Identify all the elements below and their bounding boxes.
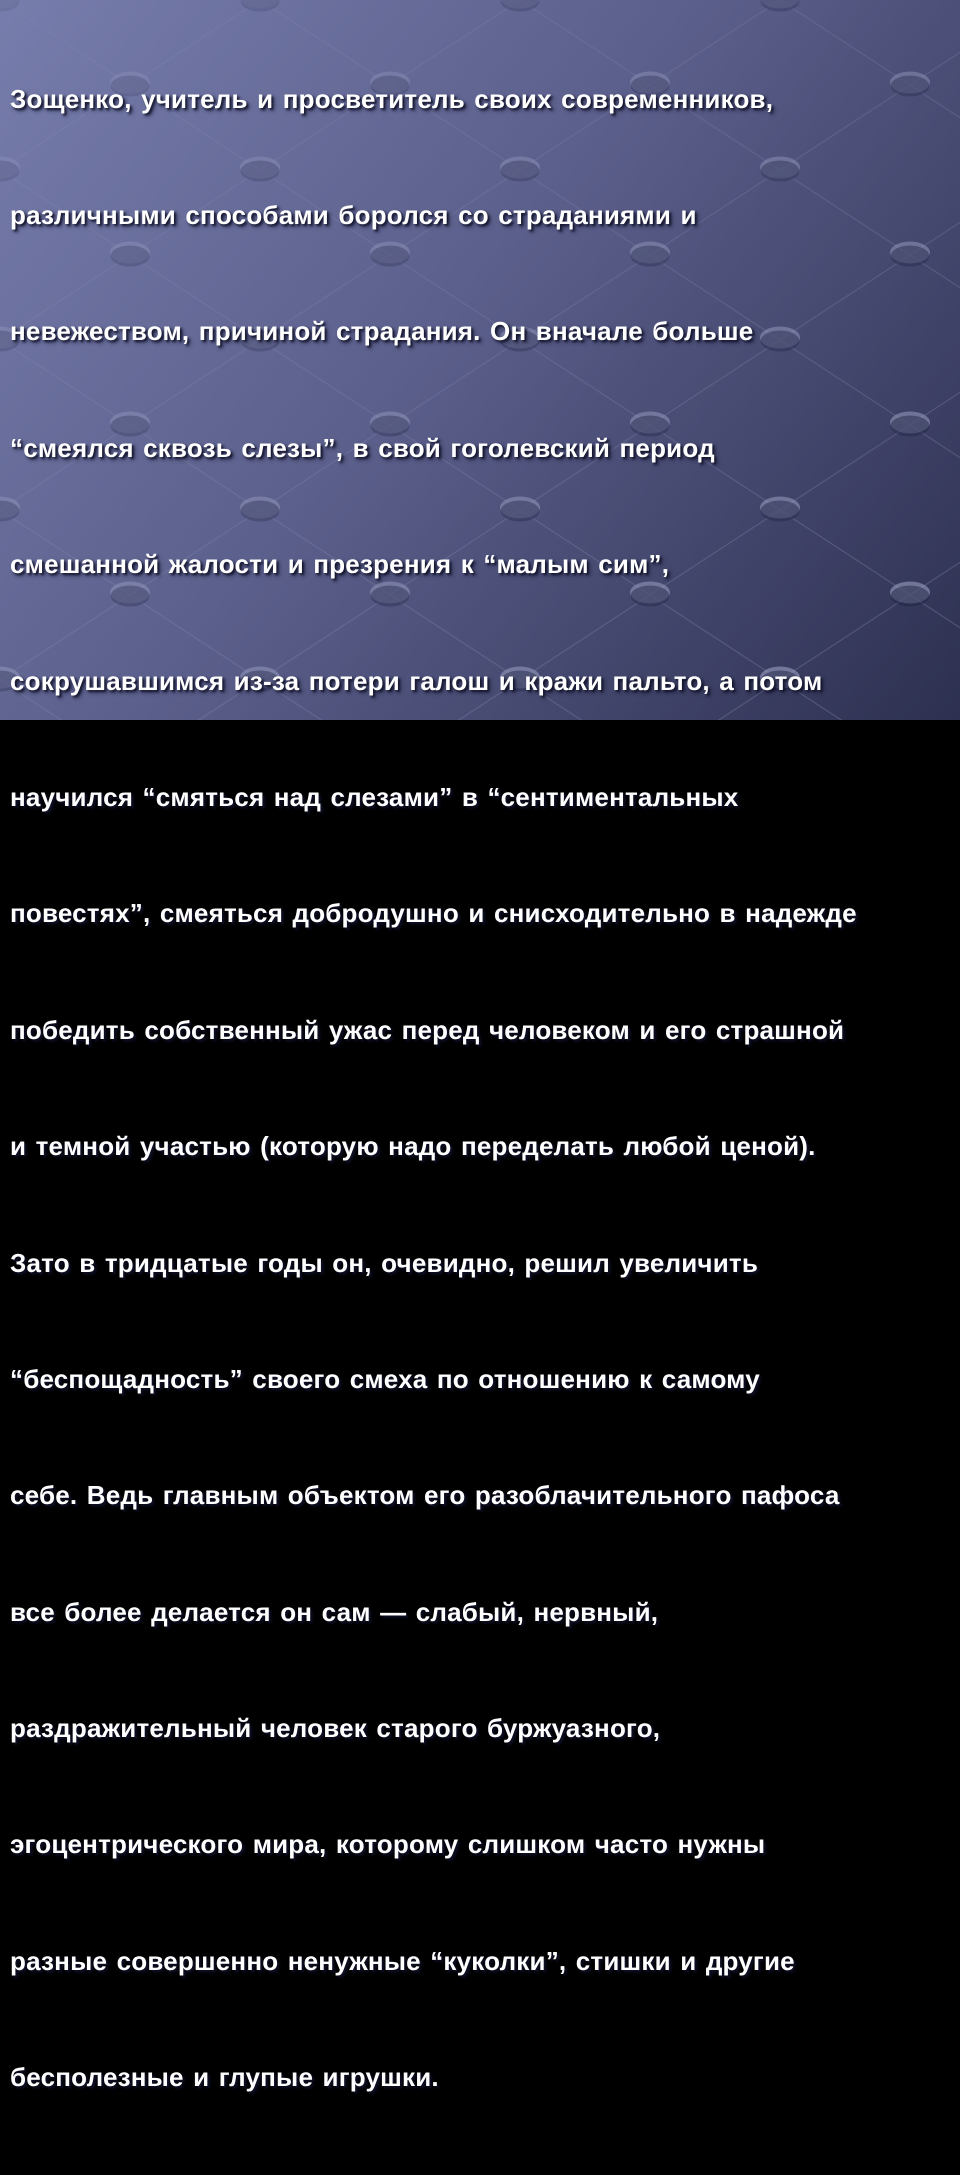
text-line: победить собственный ужас перед человеком и его страшной (10, 1014, 845, 1045)
text-line: Зато в тридцатые годы он, очевидно, решил увеличить (10, 1247, 759, 1278)
text-line: раздражительный человек старого буржуазного, (10, 1713, 661, 1744)
slide-body-text (10, 2, 954, 2175)
text-line: и темной участью (которую надо переделать любой ценой). (10, 1131, 816, 1162)
text-line: смешанной жалости и презрения к “малым сим”, (10, 549, 670, 580)
text-line: разные совершенно ненужные “куколки”, стишки и другие (10, 1945, 795, 1976)
text-line: все более делается он сам — слабый, нервный, (10, 1596, 659, 1627)
text-line: научился “смяться над слезами” в “сентиментальных (10, 781, 739, 812)
text-line: сокрушавшимся из-за потери галош и кражи пальто, а потом (10, 665, 823, 696)
text-line: невежеством, причиной страдания. Он вначале больше (10, 316, 754, 347)
text-line: “смеялся сквозь слезы”, в свой гоголевский период (10, 432, 715, 463)
text-line: себе. Ведь главным объектом его разоблачительного пафоса (10, 1480, 840, 1511)
text-line: бесполезные и глупые игрушки. (10, 2062, 439, 2093)
text-line: “беспощадность” своего смеха по отношению к самому (10, 1363, 760, 1394)
text-line: Зощенко, учитель и просветитель своих современников, (10, 83, 774, 114)
text-line: эгоцентрического мира, которому слишком часто нужны (10, 1829, 766, 1860)
text-line: повестях”, смеяться добродушно и снисходительно в надежде (10, 898, 857, 929)
text-line: различными способами боролся со страданиями и (10, 199, 697, 230)
